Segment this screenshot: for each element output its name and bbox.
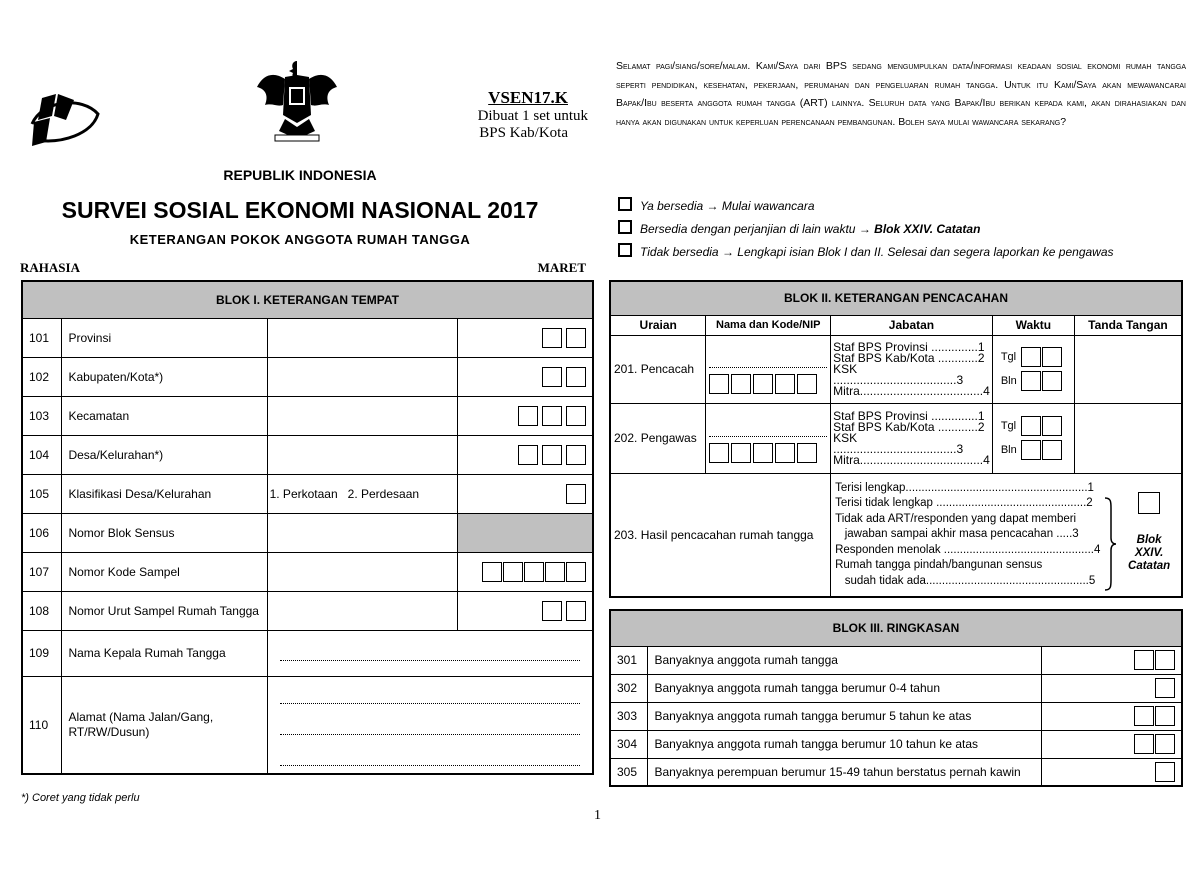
row-label: Banyaknya anggota rumah tangga	[648, 646, 1041, 674]
option-perdesaan: 2. Perdesaan	[347, 486, 420, 501]
row-label: Nomor Blok Sensus	[62, 513, 267, 552]
row-no: 106	[22, 513, 62, 552]
blok-xxiv-ref: Blok XXIV. Catatan	[1128, 533, 1171, 572]
code-box[interactable]	[566, 367, 586, 387]
hasil-code-box[interactable]	[1138, 492, 1160, 514]
nip-box[interactable]	[797, 374, 817, 394]
code-box[interactable]	[542, 445, 562, 465]
date-box[interactable]	[1021, 416, 1041, 436]
row-label: 203. Hasil pencacahan rumah tangga	[610, 473, 831, 597]
table-row	[22, 552, 593, 591]
hasil-option: Tidak ada ART/responden yang dapat memberi	[835, 512, 1077, 525]
shaded-cell	[457, 513, 593, 552]
code-box[interactable]	[542, 601, 562, 621]
nip-box[interactable]	[753, 374, 773, 394]
table-row	[610, 335, 1182, 403]
row-no: 105	[22, 474, 62, 513]
col-jabatan: Jabatan	[831, 315, 993, 335]
code-box[interactable]	[566, 484, 586, 504]
jabatan-option: Mitra.....................................4	[833, 452, 990, 467]
count-box[interactable]	[1134, 706, 1154, 726]
col-uraian: Uraian	[610, 315, 706, 335]
entry-cell[interactable]	[267, 435, 457, 474]
checkbox[interactable]	[618, 220, 632, 234]
row-no: 107	[22, 552, 62, 591]
table-row	[610, 730, 1182, 758]
form-note-1: Dibuat 1 set untuk	[477, 108, 588, 124]
count-box[interactable]	[1134, 650, 1154, 670]
table-row	[22, 591, 593, 630]
table-row	[610, 758, 1182, 786]
row-label: Alamat (Nama Jalan/Gang, RT/RW/Dusun)	[62, 676, 267, 774]
row-label: Kecamatan	[62, 396, 267, 435]
bps-logo	[22, 90, 104, 152]
row-label: Klasifikasi Desa/Kelurahan	[62, 474, 267, 513]
month-box[interactable]	[1021, 440, 1041, 460]
blok3-table	[609, 609, 1183, 787]
count-box[interactable]	[1155, 762, 1175, 782]
blok2-header-row	[610, 315, 1182, 335]
table-row	[610, 403, 1182, 473]
count-box[interactable]	[1155, 706, 1175, 726]
consent-option-later[interactable]: Bersedia dengan perjanjian di lain waktu → Blok XXIV. Catatan	[618, 218, 1114, 241]
dotted-entry-line[interactable]	[280, 646, 580, 661]
nip-box[interactable]	[709, 443, 729, 463]
consent-option-no[interactable]: Tidak bersedia → Lengkapi isian Blok I dan II. Selesai dan segera laporkan ke pengawas	[618, 241, 1114, 264]
table-row	[610, 473, 1182, 597]
code-box[interactable]	[566, 328, 586, 348]
code-box[interactable]	[566, 406, 586, 426]
entry-cell[interactable]	[267, 318, 457, 357]
hasil-option: Terisi tidak lengkap ...............................................2	[835, 497, 1093, 509]
hasil-option: Terisi lengkap.........................................................1	[835, 481, 1094, 494]
row-no: 108	[22, 591, 62, 630]
row-label: Provinsi	[62, 318, 267, 357]
row-label: 202. Pengawas	[610, 403, 706, 473]
table-row	[22, 318, 593, 357]
table-row	[610, 674, 1182, 702]
code-box[interactable]	[518, 445, 538, 465]
row-label: Banyaknya perempuan berumur 15-49 tahun berstatus pernah kawin	[648, 758, 1041, 786]
signature-cell[interactable]	[1074, 335, 1182, 403]
code-box[interactable]	[566, 562, 586, 582]
tgl-label: Tgl	[1000, 350, 1017, 363]
row-label: Nama Kepala Rumah Tangga	[62, 630, 267, 676]
blok3-title: BLOK III. RINGKASAN	[610, 610, 1182, 646]
form-note-2: BPS Kab/Kota	[479, 125, 568, 141]
code-box[interactable]	[524, 562, 544, 582]
jabatan-option: KSK .....................................3	[833, 430, 964, 456]
jabatan-option: Mitra.....................................4	[833, 383, 990, 398]
bln-label: Bln	[1000, 443, 1017, 456]
code-box[interactable]	[545, 562, 565, 582]
entry-cell[interactable]	[267, 513, 457, 552]
nip-box[interactable]	[775, 374, 795, 394]
table-row	[22, 676, 593, 774]
code-box[interactable]	[518, 406, 538, 426]
hasil-option: sudah tidak ada...................................................5	[835, 574, 1096, 587]
row-label: Nomor Urut Sampel Rumah Tangga	[62, 591, 267, 630]
row-label: Kabupaten/Kota*)	[62, 357, 267, 396]
row-no: 302	[610, 674, 648, 702]
checkbox[interactable]	[618, 243, 632, 257]
dotted-entry-line[interactable]	[280, 735, 580, 766]
table-row	[22, 396, 593, 435]
row-no: 104	[22, 435, 62, 474]
table-row	[22, 513, 593, 552]
table-row	[610, 702, 1182, 730]
garuda-emblem	[255, 55, 340, 145]
page-number: 1	[594, 808, 601, 823]
rahasia-label: RAHASIA	[20, 260, 80, 275]
code-box[interactable]	[542, 328, 562, 348]
row-no: 301	[610, 646, 648, 674]
form-code: VSEN17.K	[488, 88, 568, 107]
month-box[interactable]	[1042, 440, 1062, 460]
month-box[interactable]	[1042, 371, 1062, 391]
maret-label: MARET	[537, 260, 586, 275]
entry-cell[interactable]	[267, 357, 457, 396]
brace-icon	[1103, 496, 1117, 592]
entry-cell[interactable]	[267, 552, 457, 591]
code-box[interactable]	[503, 562, 523, 582]
count-box[interactable]	[1155, 678, 1175, 698]
row-no: 109	[22, 630, 62, 676]
table-row	[22, 474, 593, 513]
count-box[interactable]	[1155, 734, 1175, 754]
dotted-entry-line[interactable]	[280, 683, 580, 704]
table-row	[22, 435, 593, 474]
dotted-entry-line[interactable]	[280, 704, 580, 735]
code-box[interactable]	[566, 601, 586, 621]
col-waktu: Waktu	[992, 315, 1074, 335]
row-label: Banyaknya anggota rumah tangga berumur 10 tahun ke atas	[648, 730, 1041, 758]
nip-box[interactable]	[709, 374, 729, 394]
hasil-option: Rumah tangga pindah/bangunan sensus	[835, 559, 1043, 571]
code-box[interactable]	[542, 367, 562, 387]
jabatan-option: Staf BPS Provinsi ..............1	[833, 339, 985, 354]
date-box[interactable]	[1042, 416, 1062, 436]
col-nama: Nama dan Kode/NIP	[706, 315, 831, 335]
signature-cell[interactable]	[1074, 403, 1182, 473]
date-box[interactable]	[1042, 347, 1062, 367]
survey-subtitle: KETERANGAN POKOK ANGGOTA RUMAH TANGGA	[129, 232, 471, 247]
jabatan-option: Staf BPS Kab/Kota ............2	[833, 350, 985, 365]
nip-box[interactable]	[731, 374, 751, 394]
entry-cell[interactable]	[267, 396, 457, 435]
month-box[interactable]	[1021, 371, 1041, 391]
table-row	[22, 357, 593, 396]
row-no: 103	[22, 396, 62, 435]
jabatan-option: Staf BPS Kab/Kota ............2	[833, 419, 985, 434]
blok1-title: BLOK I. KETERANGAN TEMPAT	[22, 281, 593, 318]
jabatan-option: Staf BPS Provinsi ..............1	[833, 408, 985, 423]
row-no: 102	[22, 357, 62, 396]
republik-label: REPUBLIK INDONESIA	[223, 167, 377, 183]
row-label: Nomor Kode Sampel	[62, 552, 267, 591]
table-row	[22, 630, 593, 676]
entry-cell[interactable]	[267, 591, 457, 630]
blok1-table	[21, 280, 594, 775]
tgl-label: Tgl	[1000, 419, 1017, 432]
code-box[interactable]	[482, 562, 502, 582]
row-no: 305	[610, 758, 648, 786]
date-box[interactable]	[1021, 347, 1041, 367]
jabatan-option: KSK .....................................3	[833, 361, 964, 387]
code-box[interactable]	[566, 445, 586, 465]
footnote: *) Coret yang tidak perlu	[21, 792, 140, 804]
bln-label: Bln	[1000, 374, 1017, 387]
row-label: Desa/Kelurahan*)	[62, 435, 267, 474]
nip-box[interactable]	[753, 443, 773, 463]
row-label: Banyaknya anggota rumah tangga berumur 5 tahun ke atas	[648, 702, 1041, 730]
survey-title: SURVEI SOSIAL EKONOMI NASIONAL 2017	[61, 197, 539, 223]
name-entry-line[interactable]	[709, 414, 827, 437]
name-entry-line[interactable]	[709, 345, 827, 368]
blok2-table	[609, 280, 1183, 598]
row-label: Banyaknya anggota rumah tangga berumur 0-4 tahun	[648, 674, 1041, 702]
row-no: 304	[610, 730, 648, 758]
checkbox[interactable]	[618, 197, 632, 211]
code-box[interactable]	[542, 406, 562, 426]
nip-box[interactable]	[797, 443, 817, 463]
row-no: 101	[22, 318, 62, 357]
count-box[interactable]	[1134, 734, 1154, 754]
col-tanda-tangan: Tanda Tangan	[1074, 315, 1182, 335]
blok2-title: BLOK II. KETERANGAN PENCACAHAN	[610, 281, 1182, 315]
intro-text: Selamat pagi/siang/sore/malam. Kami/Saya dari BPS sedang mengumpulkan data/informasi keadaan sosial ekonomi rumah tangga seperti pendidikan, kesehatan, pekerjaan, perumahan dan pengeluaran rumah tangga. Untuk itu Kami/Saya akan mewawancarai Bapak/Ibu beserta anggota rumah tangga (ART) lainnya. Seluruh data yang Bapak/Ibu berikan kepada kami, akan dirahasiakan dan hanya akan digunakan untuk keperluan perencanaan pembangunan. Boleh saya mulai wawancara sekarang?	[616, 60, 1186, 128]
row-label: 201. Pencacah	[610, 335, 706, 403]
hasil-option: jawaban sampai akhir masa pencacahan .....3	[835, 528, 1079, 540]
count-box[interactable]	[1155, 650, 1175, 670]
consent-option-yes[interactable]: Ya bersedia → Mulai wawancara	[618, 195, 1114, 218]
option-perkotaan: 1. Perkotaan	[269, 486, 338, 501]
row-no: 303	[610, 702, 648, 730]
nip-box[interactable]	[731, 443, 751, 463]
table-row	[610, 646, 1182, 674]
hasil-option: Responden menolak ...............................................4	[835, 543, 1101, 556]
nip-box[interactable]	[775, 443, 795, 463]
row-no: 110	[22, 676, 62, 774]
